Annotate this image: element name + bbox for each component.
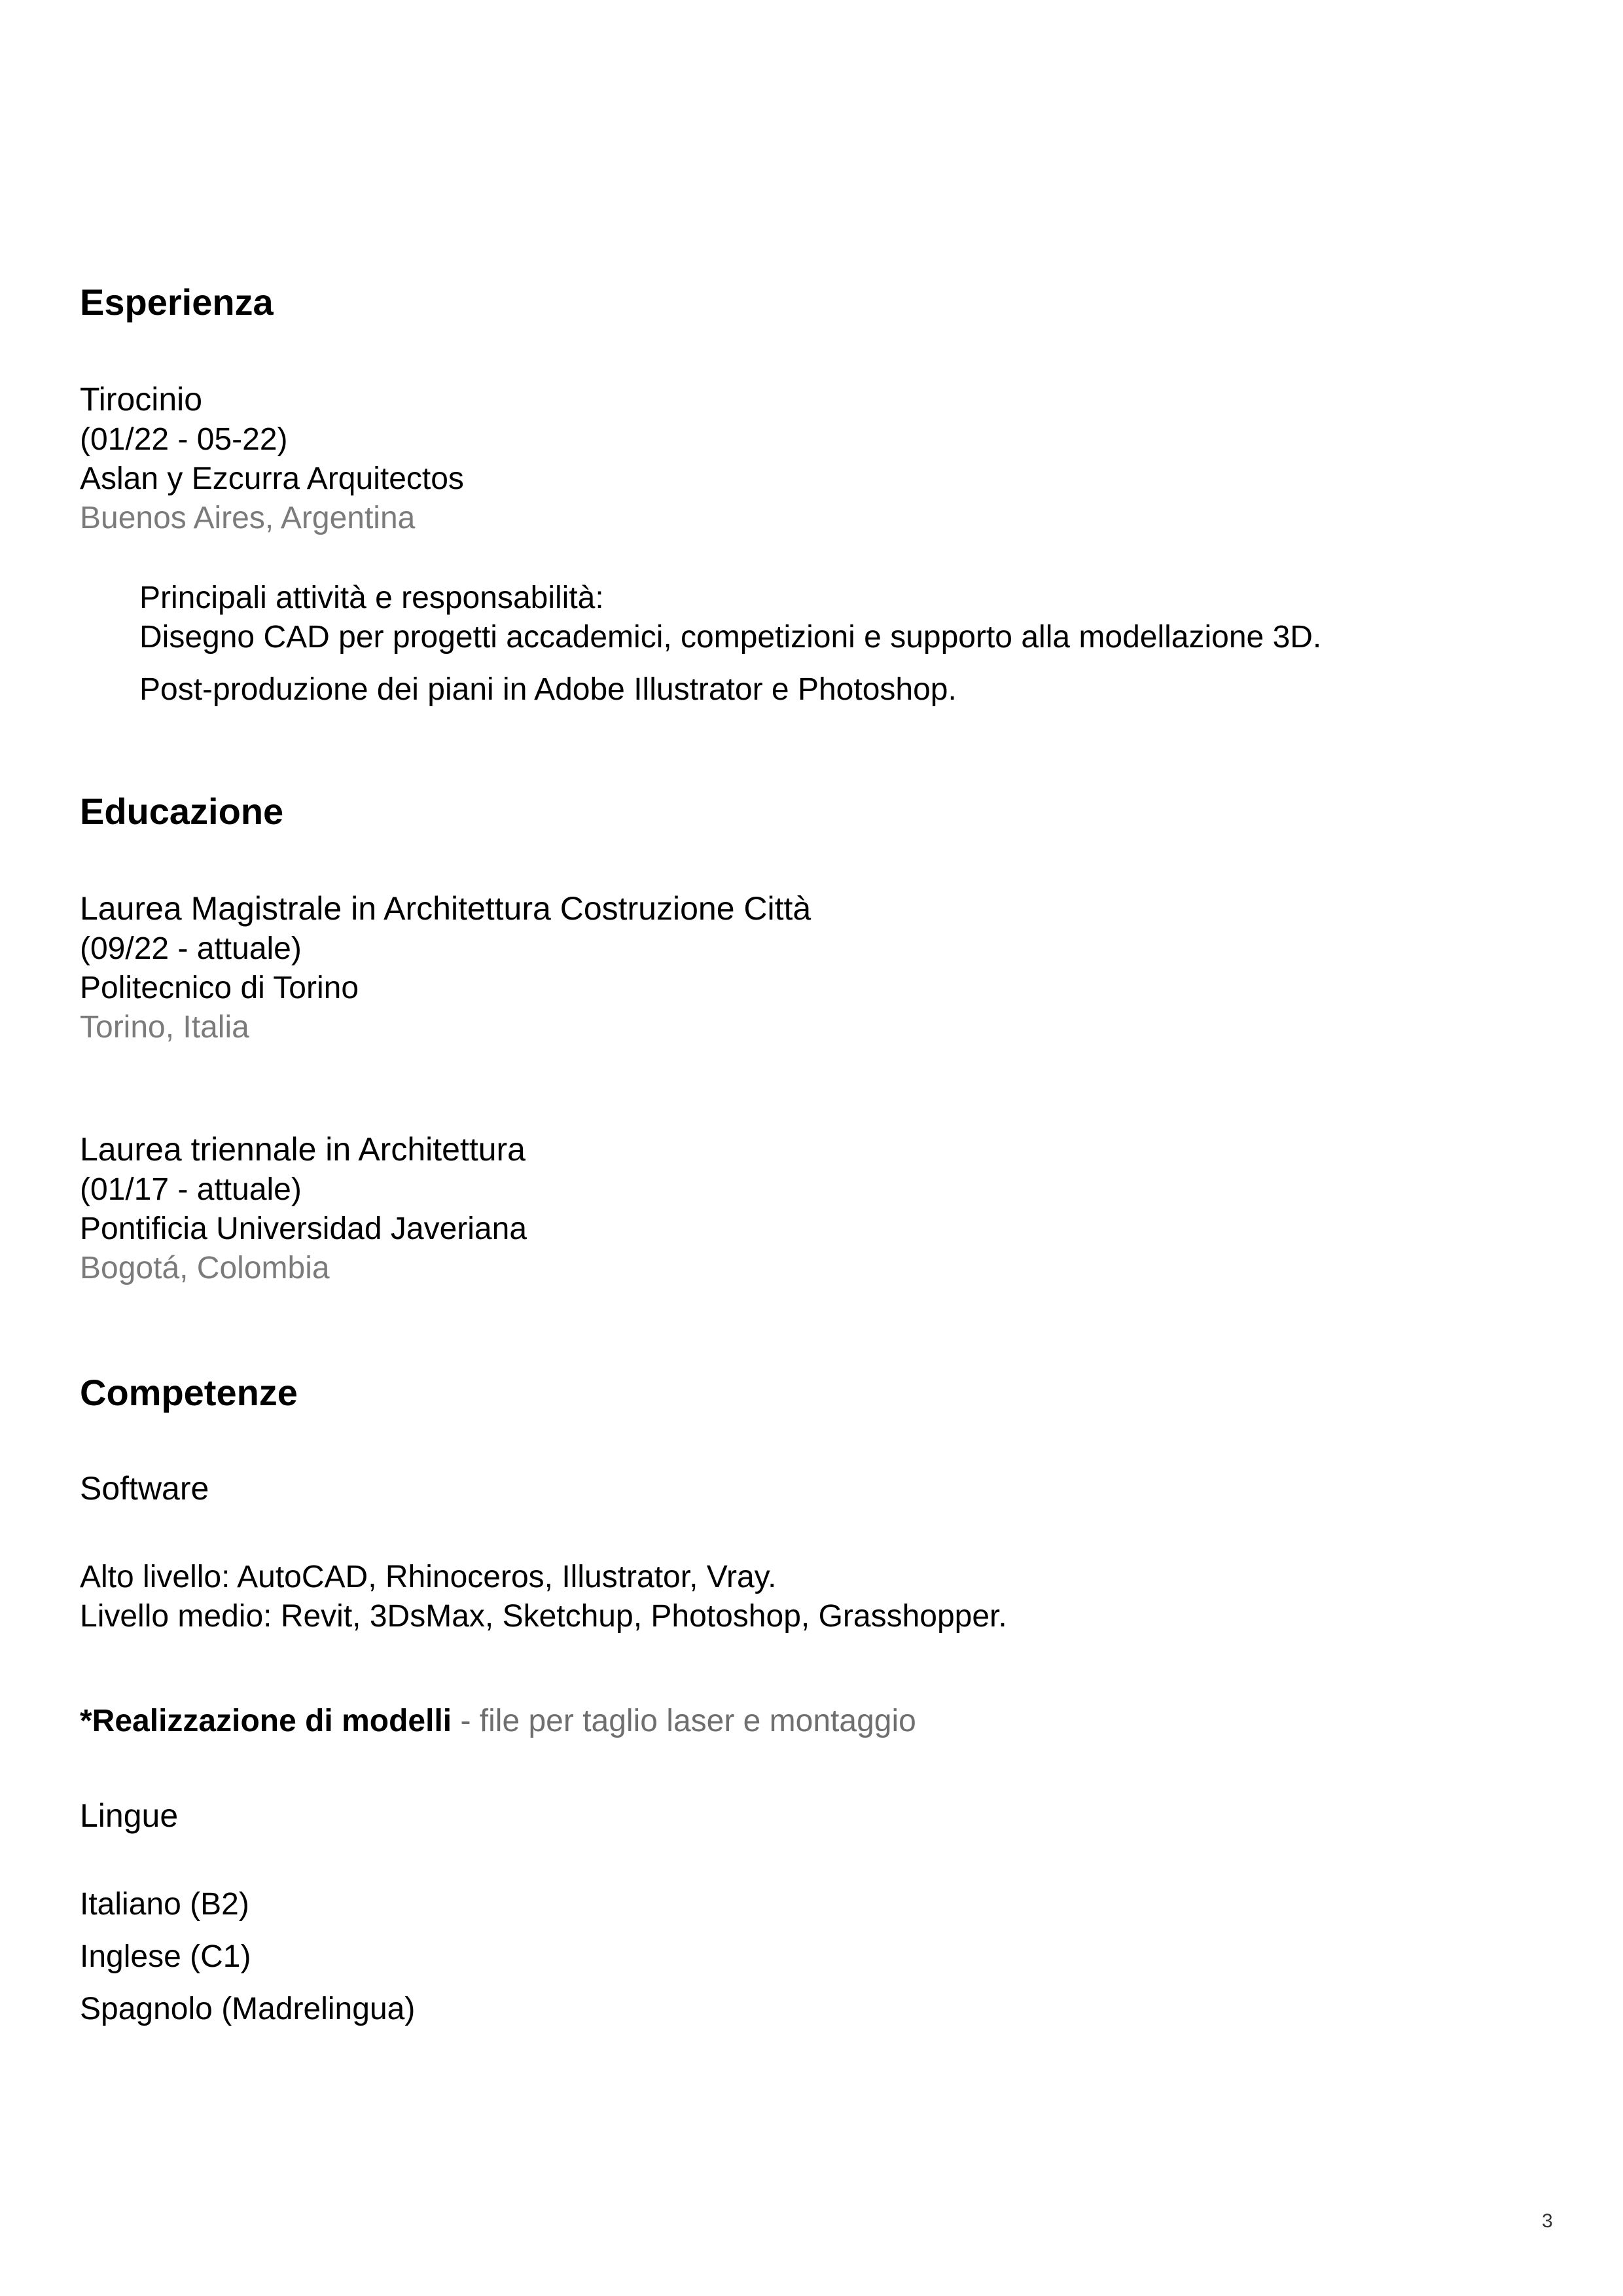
models-label: *Realizzazione di modelli bbox=[80, 1704, 452, 1738]
responsibility-item: Disegno CAD per progetti accademici, competizioni e supporto alla modellazione 3D. bbox=[139, 620, 1322, 655]
responsibilities-label: Principali attività e responsabilità: bbox=[139, 581, 604, 615]
models-line bbox=[80, 1702, 916, 1741]
job-title: Tirocinio bbox=[80, 381, 203, 418]
job-company: Aslan y Ezcurra Arquitectos bbox=[80, 461, 464, 496]
education-degree: Laurea triennale in Architettura bbox=[80, 1131, 526, 1168]
models-detail: - file per taglio laser e montaggio bbox=[452, 1704, 916, 1738]
education-location: Torino, Italia bbox=[80, 1010, 249, 1045]
language-item: Inglese (C1) bbox=[80, 1939, 251, 1974]
education-school: Pontificia Universidad Javeriana bbox=[80, 1211, 527, 1246]
responsibility-item: Post-produzione dei piani in Adobe Illustrator e Photoshop. bbox=[139, 672, 957, 707]
section-heading-skills: Competenze bbox=[80, 1372, 298, 1413]
software-heading: Software bbox=[80, 1470, 209, 1507]
software-line: Alto livello: AutoCAD, Rhinoceros, Illustrator, Vray. bbox=[80, 1560, 777, 1594]
section-heading-experience: Esperienza bbox=[80, 281, 274, 323]
language-item: Spagnolo (Madrelingua) bbox=[80, 1992, 416, 2026]
education-dates: (09/22 - attuale) bbox=[80, 931, 302, 966]
education-degree: Laurea Magistrale in Architettura Costruzione Città bbox=[80, 890, 812, 927]
job-dates: (01/22 - 05-22) bbox=[80, 422, 288, 457]
job-location: Buenos Aires, Argentina bbox=[80, 501, 416, 535]
education-dates: (01/17 - attuale) bbox=[80, 1172, 302, 1207]
languages-heading: Lingue bbox=[80, 1797, 179, 1834]
section-heading-education: Educazione bbox=[80, 791, 284, 832]
language-item: Italiano (B2) bbox=[80, 1887, 249, 1922]
education-location: Bogotá, Colombia bbox=[80, 1251, 330, 1285]
page-number: 3 bbox=[1542, 2210, 1553, 2232]
software-line: Livello medio: Revit, 3DsMax, Sketchup, Photoshop, Grasshopper. bbox=[80, 1599, 1007, 1634]
education-school: Politecnico di Torino bbox=[80, 971, 359, 1005]
